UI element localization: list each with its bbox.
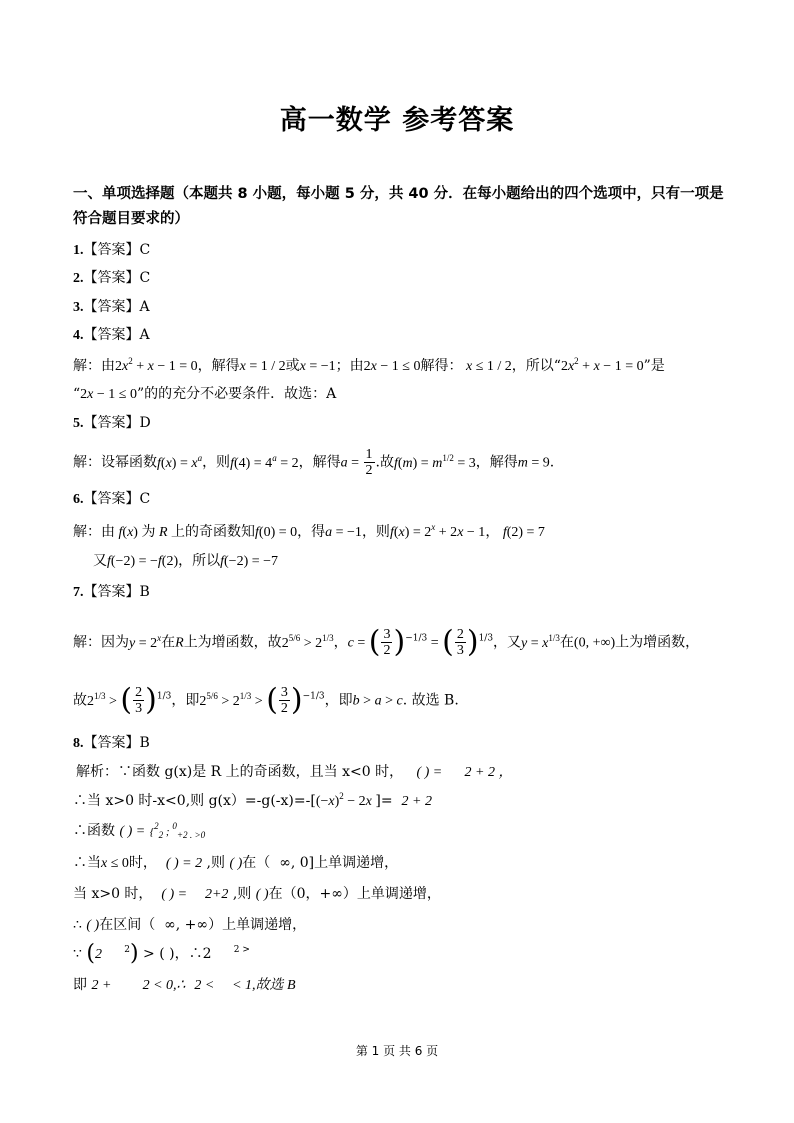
text: 为 (141, 524, 156, 540)
text: 2+2 (204, 887, 229, 902)
answer-2 (73, 268, 150, 289)
text: ∴当 (73, 855, 101, 871)
text: ∞, 0]上单调递增， (279, 855, 399, 871)
text: ( ) = (161, 887, 188, 902)
text: 2 (94, 947, 102, 962)
q8-solution-line-5 (73, 884, 441, 905)
answer-label: 【答案】A (83, 327, 150, 343)
page-footer: 第 1 页 共 6 页 (355, 1044, 439, 1058)
text: ”的的充分不必要条件．故选：A (136, 386, 337, 402)
answer-label: 【答案】D (83, 415, 151, 431)
answer-label: 【答案】B (83, 584, 150, 600)
text: 解：由 (73, 358, 115, 374)
text: ∴函数 (73, 823, 115, 839)
text: 上为增函数，故 (183, 634, 282, 651)
text: 解析：∵函数 g(x)是 R 上的奇函数，且当 x<0 时， (76, 764, 404, 780)
q8-solution-line-4: ∴当x ≤ 0时， ( ) = 2 ,则 ( )在（ ∞, 0]上单调递增， (73, 855, 399, 871)
text: 解得： (420, 358, 463, 374)
q7-solution-line-2: 故$2^{1/3}$ > ( $\frac{2}{3}$ )$^{1/3}$，即$2^{5/6} > 2^{1/3}$ > ( $\frac{3}{2}$ )$^{-1/3}$，即b > a > c. 故选 B. (73, 682, 459, 718)
text: ，则 (202, 454, 231, 471)
answer-label: 【答案】C (83, 242, 151, 258)
text: ]= (375, 793, 393, 809)
text: 上为增函数， (615, 634, 700, 651)
q6-solution-line-1: 解：由 f(x) 为 R 上的奇函数知f(0) = 0，得a = −1，则$f(x) = 2^x + 2x - 1$， f(2) = 7 (73, 522, 545, 540)
text: ( ) = (416, 765, 443, 780)
q7-solution-line-1: 解：因为$y = 2^x$在R上为增函数，故$2^{5/6} > 2^{1/3}$，c = ( $\frac{3}{2}$ )$^{-1/3}$ = ( $\frac{2}{3}$ )$^{1/3}$，又$y = x^{1/3}$在(0, +∞)上为增函数， (73, 624, 700, 660)
text: ( ) (86, 918, 100, 933)
q8-solution-line-2: ∴当 x>0 时-x<0,则 $g(x)=-g(-x)=-[(-x)^2 - 2x$ ]= 2 + 2 (73, 791, 432, 809)
text: 时， (128, 855, 157, 871)
answer-number: 5. (73, 416, 84, 431)
answer-number: 7. (73, 585, 84, 600)
q8-solution-line-3: ∴函数 ( ) = {$^2_2$ ; $^0_{+2 . >0}$ (73, 821, 206, 841)
q4-solution-line-1: 解：由$2x^2 + x - 1 = 0$，解得x = 1 / 2或x = −1；由2x − 1 ≤ 0解得： x ≤ 1 / 2，所以“$2x^2 + x - 1 = 0$”是 (73, 356, 665, 374)
text: ，即 (171, 692, 200, 709)
text: < 1,故选 B (232, 978, 296, 993)
text: ,则 (232, 886, 252, 902)
q8-solution-line-1 (76, 762, 512, 783)
answer-1 (73, 240, 150, 261)
text: 或 (285, 358, 300, 374)
answer-number: 3. (73, 300, 84, 315)
q8-solution-line-7: ∵ (2 $^2$) > ( )，∴2 $^{2 >}$ (73, 941, 250, 966)
text: ( ) = (119, 824, 146, 839)
text: ∵ (73, 946, 82, 962)
answer-4 (73, 325, 150, 346)
text: ”是 (643, 358, 665, 374)
text: 在 (161, 634, 176, 651)
text: 当 x>0 时， (73, 886, 153, 902)
text: 在（0，+∞）上单调递增， (268, 886, 441, 902)
answer-number: 8. (73, 736, 84, 751)
text: ,则 (206, 855, 225, 871)
text: ，得 (297, 524, 326, 540)
text: 又 (93, 553, 107, 569)
text: ∞, +∞）上单调递增， (164, 917, 307, 933)
text: 2 (124, 945, 130, 955)
text: > ( )，∴2 (143, 946, 212, 962)
text: ，所以 (178, 553, 221, 569)
section-heading: 一、单项选择题（本题共 8 小题，每小题 5 分，共 40 分．在每小题给出的四个选项中，只有一项是符合题目要求的） (73, 186, 724, 227)
text: 2 > (233, 945, 250, 955)
answer-label: 【答案】A (83, 299, 150, 315)
answer-number: 1. (73, 243, 84, 258)
text: ，解得 (197, 358, 240, 374)
page-title: 高一数学 参考答案 (279, 105, 515, 136)
text: 上的奇函数知 (171, 524, 256, 540)
text: ，解得 (298, 454, 341, 471)
text: 2 + 2 (401, 794, 432, 809)
text: 2 + (91, 978, 112, 993)
text: ( ) (255, 887, 269, 902)
text: ，则 (361, 524, 390, 540)
answer-8 (73, 733, 150, 754)
answer-label: 【答案】C (83, 491, 151, 507)
text: 2 + 2 ， (464, 765, 513, 780)
q6-solution-line-2: 又f(−2) = −f(2)，所以f(−2) = −7 (93, 553, 279, 569)
answer-3 (73, 297, 150, 318)
answer-6 (73, 489, 150, 510)
text: 在 (559, 634, 574, 651)
answer-5 (73, 413, 151, 434)
answer-number: 4. (73, 328, 84, 343)
answer-number: 6. (73, 492, 84, 507)
text: “ (73, 386, 81, 402)
q8-solution-line-8 (73, 975, 296, 996)
text: 在区间（ (99, 917, 156, 933)
text: 又 (507, 634, 522, 651)
text: ，所以“ (511, 358, 561, 374)
text: ，即 (324, 692, 353, 709)
q8-solution-line-6 (73, 915, 306, 936)
answer-label: 【答案】C (83, 270, 151, 286)
text: 解：设幂函数 (73, 454, 157, 471)
text: ( ) = 2 (165, 856, 203, 871)
text: 2 < (194, 978, 215, 993)
text: .故 (375, 454, 394, 471)
answer-label: 【答案】B (83, 735, 150, 751)
q4-solution-line-2: “2x − 1 ≤ 0”的的充分不必要条件．故选：A (73, 386, 337, 402)
text: ；由 (335, 358, 364, 374)
q5-solution: 解：设幂函数$f(x) = x^a$，则$f(4) = 4^a = 2$，解得a = $\frac{1}{2}$ .故$f(m) = m^{1/2} = 3$，解得m = 9. (73, 447, 555, 478)
text: 即 (73, 977, 87, 993)
text: . 故选 B. (402, 692, 459, 709)
text: ，解得 (475, 454, 518, 471)
text: 故 (73, 692, 87, 709)
text: ∴ (73, 917, 82, 933)
text: 2 < 0,∴ (142, 978, 186, 993)
text: ∴当 x>0 时-x<0,则 g(x）=-g(-x)=-[ (73, 793, 316, 809)
text: 解：由 (73, 524, 115, 540)
text: 解：因为 (73, 634, 129, 651)
text: ( ) (229, 856, 243, 871)
answer-7 (73, 582, 150, 603)
answer-number: 2. (73, 271, 84, 286)
text: 在（ (242, 855, 271, 871)
